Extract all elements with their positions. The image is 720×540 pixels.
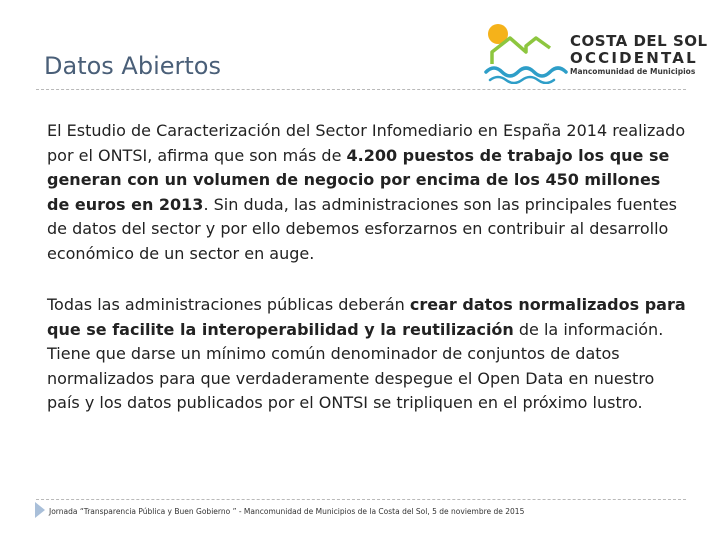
- paragraph-2-text: Todas las administraciones públicas deberán: [47, 295, 410, 314]
- logo-graphic: [482, 18, 570, 84]
- logo-text: [570, 34, 708, 76]
- footer-divider: [36, 499, 686, 500]
- paragraph-1-text-end: . Sin duda, las administraciones son las principales fuentes de datos del sector y por ello debemos esforzarnos en contribuir al desarrollo económico de un sector en auge.: [47, 194, 678, 263]
- footer-marker-icon: [35, 502, 45, 518]
- header-divider: [36, 89, 686, 90]
- costa-del-sol-logo: [482, 18, 708, 84]
- wave-icon-2: [490, 77, 554, 83]
- slide-title: Datos Abiertos: [44, 52, 221, 80]
- paragraph-2: [47, 293, 687, 416]
- footer-text: Jornada “Transparencia Pública y Buen Gobierno ” - Mancomunidad de Municipios de la Costa del Sol, 5 de noviembre de 2015: [49, 507, 525, 516]
- paragraph-2-highlight: crear datos normalizados para que se facilite la interoperabilidad y la reutilización: [47, 295, 686, 339]
- paragraph-1-text: El Estudio de Caracterización del Sector Infomediario en España 2014 realizado por el ONTSI, afirma que son más de: [47, 121, 686, 165]
- paragraph-1-highlight: 4.200 puestos de trabajo los que se generan con un volumen de negocio por encima de los 450 millones de euros en 2013: [47, 145, 670, 214]
- paragraph-1: [47, 119, 687, 266]
- logo-line-3: Mancomunidad de Municipios: [570, 67, 696, 76]
- paragraph-2-text-end: de la información. Tiene que darse un mínimo común denominador de conjuntos de datos normalizados para que verdaderamente despegue el Open Data en nuestro país y los datos publicados por el ONTSI se tripliquen en el próximo lustro.: [47, 319, 664, 412]
- logo-line-1: COSTA DEL SOL: [570, 32, 708, 50]
- wave-icon: [486, 68, 566, 76]
- logo-line-2: OCCIDENTAL: [570, 49, 698, 67]
